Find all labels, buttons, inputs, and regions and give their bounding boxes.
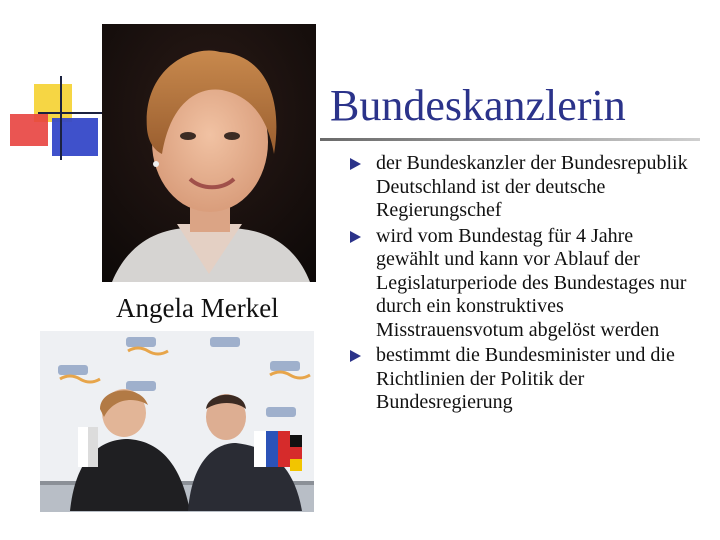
bullet-item [348,225,698,343]
bullet-arrow-icon [350,158,361,170]
bullet-text: bestimmt die Bundesminister und die Richtlinien der Politik der Bundesregierung [376,344,675,413]
decorative-square-blue [52,118,98,156]
meeting-photo [40,331,314,512]
bullet-text: der Bundeskanzler der Bundesrepublik Deutschland ist der deutsche Regierungschef [376,152,688,221]
bullet-item [348,152,698,223]
bullet-item [348,344,698,415]
title-underline [320,138,700,141]
slide-title: Bundeskanzlerin [330,81,626,130]
bullet-arrow-icon [350,350,361,362]
bullet-arrow-icon [350,231,361,243]
decorative-square-red [10,114,48,146]
bullet-text: wird vom Bundestag für 4 Jahre gewählt und kann vor Ablauf der Legislaturperiode des Bundestages nur durch ein konstruktives Misstrauensvotum abgelöst werden [376,224,687,341]
photo-caption: Angela Merkel [116,293,279,323]
decorative-line-vertical [60,76,62,160]
portrait-photo [102,24,316,282]
decorative-line-horizontal [38,112,106,114]
bullet-list [348,152,698,417]
